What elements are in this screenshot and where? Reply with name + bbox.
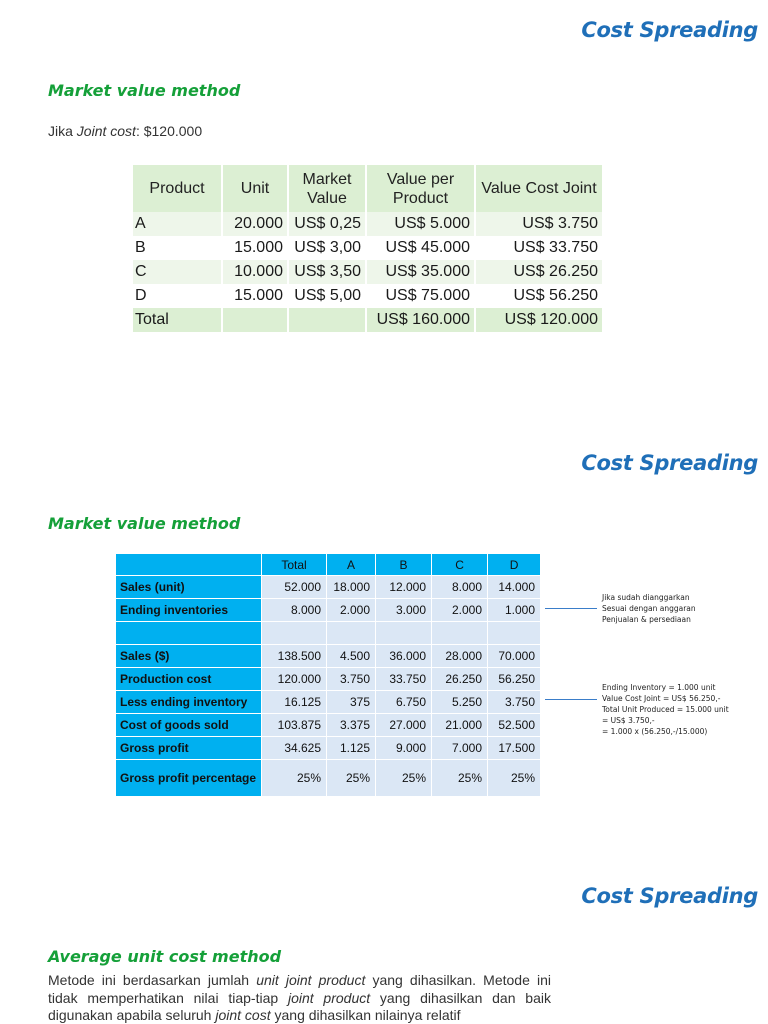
cell: US$ 26.250 [476, 260, 602, 284]
cell: 120.000 [262, 668, 326, 690]
joint-cost-intro [48, 123, 202, 139]
table-row [116, 760, 540, 796]
cell: US$ 56.250 [476, 284, 602, 308]
cell: US$ 75.000 [367, 284, 474, 308]
cell: US$ 33.750 [476, 236, 602, 260]
table-row [133, 284, 602, 308]
header-value-per-product: Value per Product [367, 165, 474, 212]
cell: 2.000 [327, 599, 375, 621]
header-blank [116, 554, 261, 575]
cell: 9.000 [376, 737, 431, 759]
cell: 20.000 [223, 212, 287, 236]
note-line: Jika sudah dianggarkan [602, 593, 690, 602]
text-run: yang dihasilkan dan baik digunakan apabila seluruh [48, 989, 551, 1023]
slide-1-section-title: Market value method [48, 81, 241, 100]
header-product: Product [133, 165, 221, 212]
cell: US$ 5.000 [367, 212, 474, 236]
table-row [116, 691, 540, 713]
row-label: Less ending inventory [116, 691, 261, 713]
header-total: Total [262, 554, 326, 575]
cell [488, 622, 540, 644]
cell: US$ 5,00 [289, 284, 365, 308]
ending-inventory-note [602, 682, 729, 737]
cell: D [133, 284, 221, 308]
cell: 25% [376, 760, 431, 796]
cell: 21.000 [432, 714, 487, 736]
table-row [116, 645, 540, 667]
cell: US$ 3,50 [289, 260, 365, 284]
cell: 3.375 [327, 714, 375, 736]
cell: 16.125 [262, 691, 326, 713]
cell [432, 622, 487, 644]
cell: 8.000 [432, 576, 487, 598]
cell: 27.000 [376, 714, 431, 736]
text-run: yang dihasilkan nilainya relatif [270, 1007, 461, 1023]
cell: 375 [327, 691, 375, 713]
cell: 15.000 [223, 284, 287, 308]
cell: 1.125 [327, 737, 375, 759]
header-a: A [327, 554, 375, 575]
cell: US$ 0,25 [289, 212, 365, 236]
cell: 1.000 [488, 599, 540, 621]
text-run-italic: joint product [287, 989, 371, 1006]
cell: 2.000 [432, 599, 487, 621]
text-run-italic: joint cost [215, 1007, 271, 1023]
slide-1-title: Cost Spreading [581, 18, 758, 42]
slide-3-title: Cost Spreading [581, 884, 758, 908]
cell: 7.000 [432, 737, 487, 759]
cell: 25% [432, 760, 487, 796]
cell: 34.625 [262, 737, 326, 759]
slide-2-title: Cost Spreading [581, 451, 758, 475]
intro-prefix: Jika [48, 123, 77, 139]
cell: 5.250 [432, 691, 487, 713]
slide-3-section-title: Average unit cost method [48, 947, 282, 966]
note-line: Sesuai dengan anggaran [602, 604, 696, 613]
cell: 56.250 [488, 668, 540, 690]
header-value-cost-joint: Value Cost Joint [476, 165, 602, 212]
cell: 15.000 [223, 236, 287, 260]
note-connector-line [545, 608, 597, 609]
cell: 10.000 [223, 260, 287, 284]
cell [376, 622, 431, 644]
table-row [116, 599, 540, 621]
row-label: Sales ($) [116, 645, 261, 667]
note-line: = US$ 3.750,- [602, 716, 655, 725]
cell: 25% [327, 760, 375, 796]
cell: 3.750 [327, 668, 375, 690]
cost-allocation-table [115, 553, 541, 797]
cell: A [133, 212, 221, 236]
cell: 33.750 [376, 668, 431, 690]
row-label: Gross profit [116, 737, 261, 759]
table-row [133, 212, 602, 236]
row-label: Gross profit percentage [116, 760, 261, 796]
cell: 138.500 [262, 645, 326, 667]
cell: 6.750 [376, 691, 431, 713]
intro-suffix: : $120.000 [135, 123, 203, 139]
text-run-italic: unit joint product [256, 972, 366, 988]
cell [223, 308, 287, 332]
row-label: Cost of goods sold [116, 714, 261, 736]
cell [262, 622, 326, 644]
row-label: Production cost [116, 668, 261, 690]
cell: C [133, 260, 221, 284]
row-label: Ending inventories [116, 599, 261, 621]
cell: 28.000 [432, 645, 487, 667]
cell: 25% [262, 760, 326, 796]
cell: 70.000 [488, 645, 540, 667]
cell: US$ 45.000 [367, 236, 474, 260]
cell [327, 622, 375, 644]
row-label [116, 622, 261, 644]
table-row [133, 260, 602, 284]
cell [289, 308, 365, 332]
table-row [116, 714, 540, 736]
header-market-value: Market Value [289, 165, 365, 212]
cell: US$ 35.000 [367, 260, 474, 284]
table-row [116, 668, 540, 690]
note-line: Penjualan & persediaan [602, 615, 691, 624]
cell: US$ 3.750 [476, 212, 602, 236]
note-line: Value Cost Joint = US$ 56.250,- [602, 694, 721, 703]
cell: 52.000 [262, 576, 326, 598]
cell: 3.000 [376, 599, 431, 621]
header-unit: Unit [223, 165, 287, 212]
text-run: yang dihasilkan. Metode ini tidak memperhatikan nilai tiap-tiap [48, 972, 551, 1006]
cell: 18.000 [327, 576, 375, 598]
cell: US$ 120.000 [476, 308, 602, 332]
cell: 8.000 [262, 599, 326, 621]
cell: B [133, 236, 221, 260]
slide-2-section-title: Market value method [48, 514, 241, 533]
note-connector-line [545, 699, 597, 700]
table-row [116, 737, 540, 759]
cell: 36.000 [376, 645, 431, 667]
market-value-table [131, 165, 604, 332]
average-method-description [48, 972, 551, 1024]
table-row [116, 576, 540, 598]
cell: US$ 160.000 [367, 308, 474, 332]
note-line: Total Unit Produced = 15.000 unit [602, 705, 729, 714]
cell: Total [133, 308, 221, 332]
row-label: Sales (unit) [116, 576, 261, 598]
cell: 52.500 [488, 714, 540, 736]
table-row [133, 236, 602, 260]
header-c: C [432, 554, 487, 575]
cell: 14.000 [488, 576, 540, 598]
text-run: Metode ini berdasarkan jumlah [48, 972, 257, 988]
header-b: B [376, 554, 431, 575]
cell: 12.000 [376, 576, 431, 598]
cell: 3.750 [488, 691, 540, 713]
note-line: Ending Inventory = 1.000 unit [602, 683, 716, 692]
cell: 103.875 [262, 714, 326, 736]
cell: 4.500 [327, 645, 375, 667]
cell: US$ 3,00 [289, 236, 365, 260]
table-total-row [133, 308, 602, 332]
header-d: D [488, 554, 540, 575]
intro-italic: Joint cost [76, 123, 136, 139]
budget-note [602, 592, 696, 625]
cell: 17.500 [488, 737, 540, 759]
cell: 25% [488, 760, 540, 796]
table-row [116, 622, 540, 644]
note-line: = 1.000 x (56.250,-/15.000) [602, 727, 708, 736]
cell: 26.250 [432, 668, 487, 690]
